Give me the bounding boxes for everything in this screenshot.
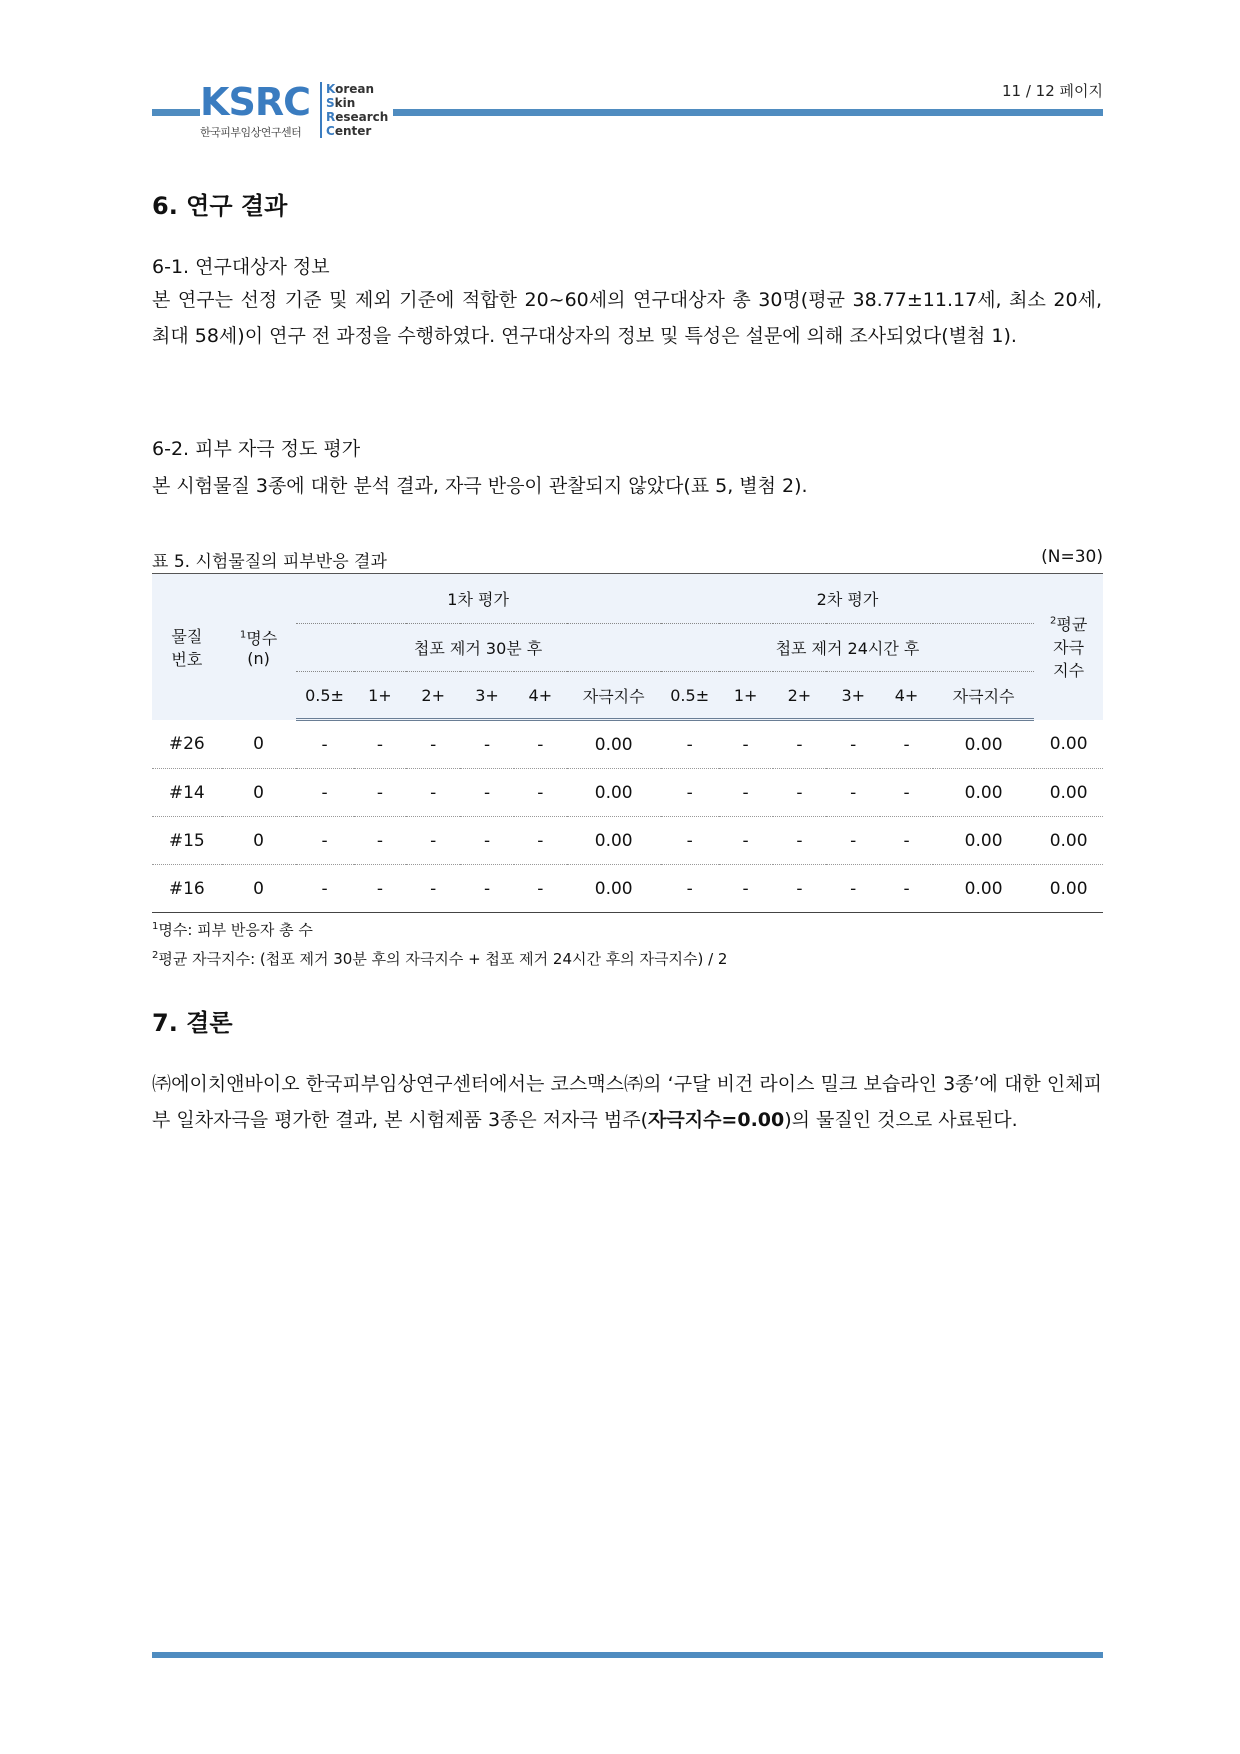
header-grade: 1+: [719, 672, 773, 720]
header-irritation-index: 자극지수: [933, 672, 1034, 720]
avg-index-cell: 0.00: [1034, 720, 1103, 769]
grade-cell: -: [826, 865, 880, 913]
responder-count: 0: [222, 720, 296, 769]
grade-cell: -: [354, 720, 407, 769]
grade-cell: -: [514, 720, 567, 769]
table-row: [152, 817, 1103, 865]
grade-cell: -: [514, 769, 567, 817]
header-rule-left: [152, 109, 200, 116]
header-grade: 4+: [880, 672, 933, 720]
header-rule-right: [393, 109, 1103, 116]
table-row: [152, 720, 1103, 769]
header-eval-2: 2차 평가: [661, 574, 1035, 624]
grade-cell: -: [719, 865, 773, 913]
grade-cell: -: [460, 865, 514, 913]
material-id: #15: [152, 817, 222, 865]
logo-mark: [200, 80, 310, 124]
irritation-index-cell: 0.00: [933, 817, 1034, 865]
irritation-index-cell: 0.00: [567, 769, 661, 817]
responder-count: 0: [222, 769, 296, 817]
subsection-6-1-body: 본 연구는 선정 기준 및 제외 기준에 적합한 20~60세의 연구대상자 총 30명(평균 38.77±11.17세, 최소 20세, 최대 58세)이 연구 전 과정을 수행하였다. 연구대상자의 정보 및 특성은 설문에 의해 조사되었다(별첨 1).: [152, 289, 1102, 347]
grade-cell: -: [826, 817, 880, 865]
irritation-index-cell: 0.00: [933, 720, 1034, 769]
logo-word: Skin: [326, 96, 356, 110]
subsection-6-1-title: 6-1. 연구대상자 정보: [152, 256, 330, 278]
header-avg-index: $^2$평균 자극 지수: [1034, 574, 1103, 720]
header-grade: 3+: [460, 672, 514, 720]
grade-cell: -: [354, 865, 407, 913]
header-grade: 3+: [826, 672, 880, 720]
avg-index-cell: 0.00: [1034, 769, 1103, 817]
grade-cell: -: [880, 817, 933, 865]
header-eval-1: 1차 평가: [296, 574, 661, 624]
section-7-body: ㈜에이치앤바이오 한국피부임상연구센터에서는 코스맥스㈜의 ‘구달 비건 라이스 밀크 보습라인 3종’에 대한 인체피부 일차자극을 평가한 결과, 본 시험제품 3종은 저자극 범주(자극지수=0.00)의 물질인 것으로 사료된다.: [152, 1073, 1102, 1131]
header-material: 물질 번호: [152, 574, 222, 720]
table-row: [152, 769, 1103, 817]
page-number: 11 / 12 페이지: [1001, 82, 1103, 100]
material-id: #26: [152, 720, 222, 769]
header-count: $^1$명수 (n): [222, 574, 296, 720]
grade-cell: -: [826, 769, 880, 817]
header-grade: 2+: [773, 672, 827, 720]
logo-korean-name: 한국피부임상연구센터: [200, 126, 302, 139]
subsection-6-2-title: 6-2. 피부 자극 정도 평가: [152, 438, 361, 460]
grade-cell: -: [296, 865, 354, 913]
grade-cell: -: [773, 817, 827, 865]
grade-cell: -: [406, 769, 460, 817]
logo-words: [326, 82, 388, 138]
grade-cell: -: [661, 817, 719, 865]
table-footnote-2: $^2$평균 자극지수: (첩포 제거 30분 후의 자극지수 + 첩포 제거 24시간 후의 자극지수) / 2: [152, 950, 728, 968]
grade-cell: -: [406, 720, 460, 769]
table-caption: 표 5. 시험물질의 피부반응 결과: [152, 552, 387, 572]
header-grade: 0.5±: [296, 672, 354, 720]
header-grade: 1+: [354, 672, 407, 720]
grade-cell: -: [719, 769, 773, 817]
grade-cell: -: [406, 817, 460, 865]
avg-index-cell: 0.00: [1034, 865, 1103, 913]
grade-cell: -: [661, 865, 719, 913]
logo-text: KSRC: [200, 80, 310, 124]
irritation-index-cell: 0.00: [933, 769, 1034, 817]
table-footnote-1: $^1$명수: 피부 반응자 총 수: [152, 921, 313, 939]
footer-rule: [152, 1652, 1103, 1658]
grade-cell: -: [661, 720, 719, 769]
irritation-index-cell: 0.00: [567, 865, 661, 913]
irritation-index-cell: 0.00: [567, 720, 661, 769]
header-grade: 2+: [406, 672, 460, 720]
header-irritation-index: 자극지수: [567, 672, 661, 720]
grade-cell: -: [354, 817, 407, 865]
grade-cell: -: [880, 720, 933, 769]
header-grade: 4+: [514, 672, 567, 720]
grade-cell: -: [460, 817, 514, 865]
grade-cell: -: [773, 769, 827, 817]
logo-word: Research: [326, 110, 389, 124]
grade-cell: -: [773, 720, 827, 769]
grade-cell: -: [296, 769, 354, 817]
table-n-note: (N=30): [1041, 547, 1103, 567]
grade-cell: -: [296, 720, 354, 769]
irritation-index-value: 자극지수=0.00: [648, 1109, 785, 1131]
grade-cell: -: [880, 769, 933, 817]
logo-word: Korean: [326, 82, 375, 96]
grade-cell: -: [514, 865, 567, 913]
grade-cell: -: [773, 865, 827, 913]
grade-cell: -: [460, 720, 514, 769]
section-6-title: 6. 연구 결과: [152, 192, 288, 220]
irritation-index-cell: 0.00: [933, 865, 1034, 913]
ksrc-logo: [200, 80, 390, 142]
grade-cell: -: [514, 817, 567, 865]
section-7-title: 7. 결론: [152, 1009, 233, 1037]
grade-cell: -: [661, 769, 719, 817]
logo-divider: [320, 82, 322, 138]
subsection-6-2-body: 본 시험물질 3종에 대한 분석 결과, 자극 반응이 관찰되지 않았다(표 5, 별첨 2).: [152, 475, 808, 497]
irritation-index-cell: 0.00: [567, 817, 661, 865]
grade-cell: -: [719, 720, 773, 769]
logo-word: Center: [326, 124, 372, 138]
grade-cell: -: [406, 865, 460, 913]
material-id: #16: [152, 865, 222, 913]
material-id: #14: [152, 769, 222, 817]
header-eval-2-timing: 첩포 제거 24시간 후: [661, 624, 1035, 672]
grade-cell: -: [880, 865, 933, 913]
header-grade: 0.5±: [661, 672, 719, 720]
table-body: [152, 720, 1103, 913]
avg-index-cell: 0.00: [1034, 817, 1103, 865]
responder-count: 0: [222, 865, 296, 913]
grade-cell: -: [460, 769, 514, 817]
skin-reaction-table: [152, 574, 1103, 913]
header-eval-1-timing: 첩포 제거 30분 후: [296, 624, 661, 672]
grade-cell: -: [354, 769, 407, 817]
responder-count: 0: [222, 817, 296, 865]
table-row: [152, 865, 1103, 913]
grade-cell: -: [719, 817, 773, 865]
grade-cell: -: [296, 817, 354, 865]
grade-cell: -: [826, 720, 880, 769]
